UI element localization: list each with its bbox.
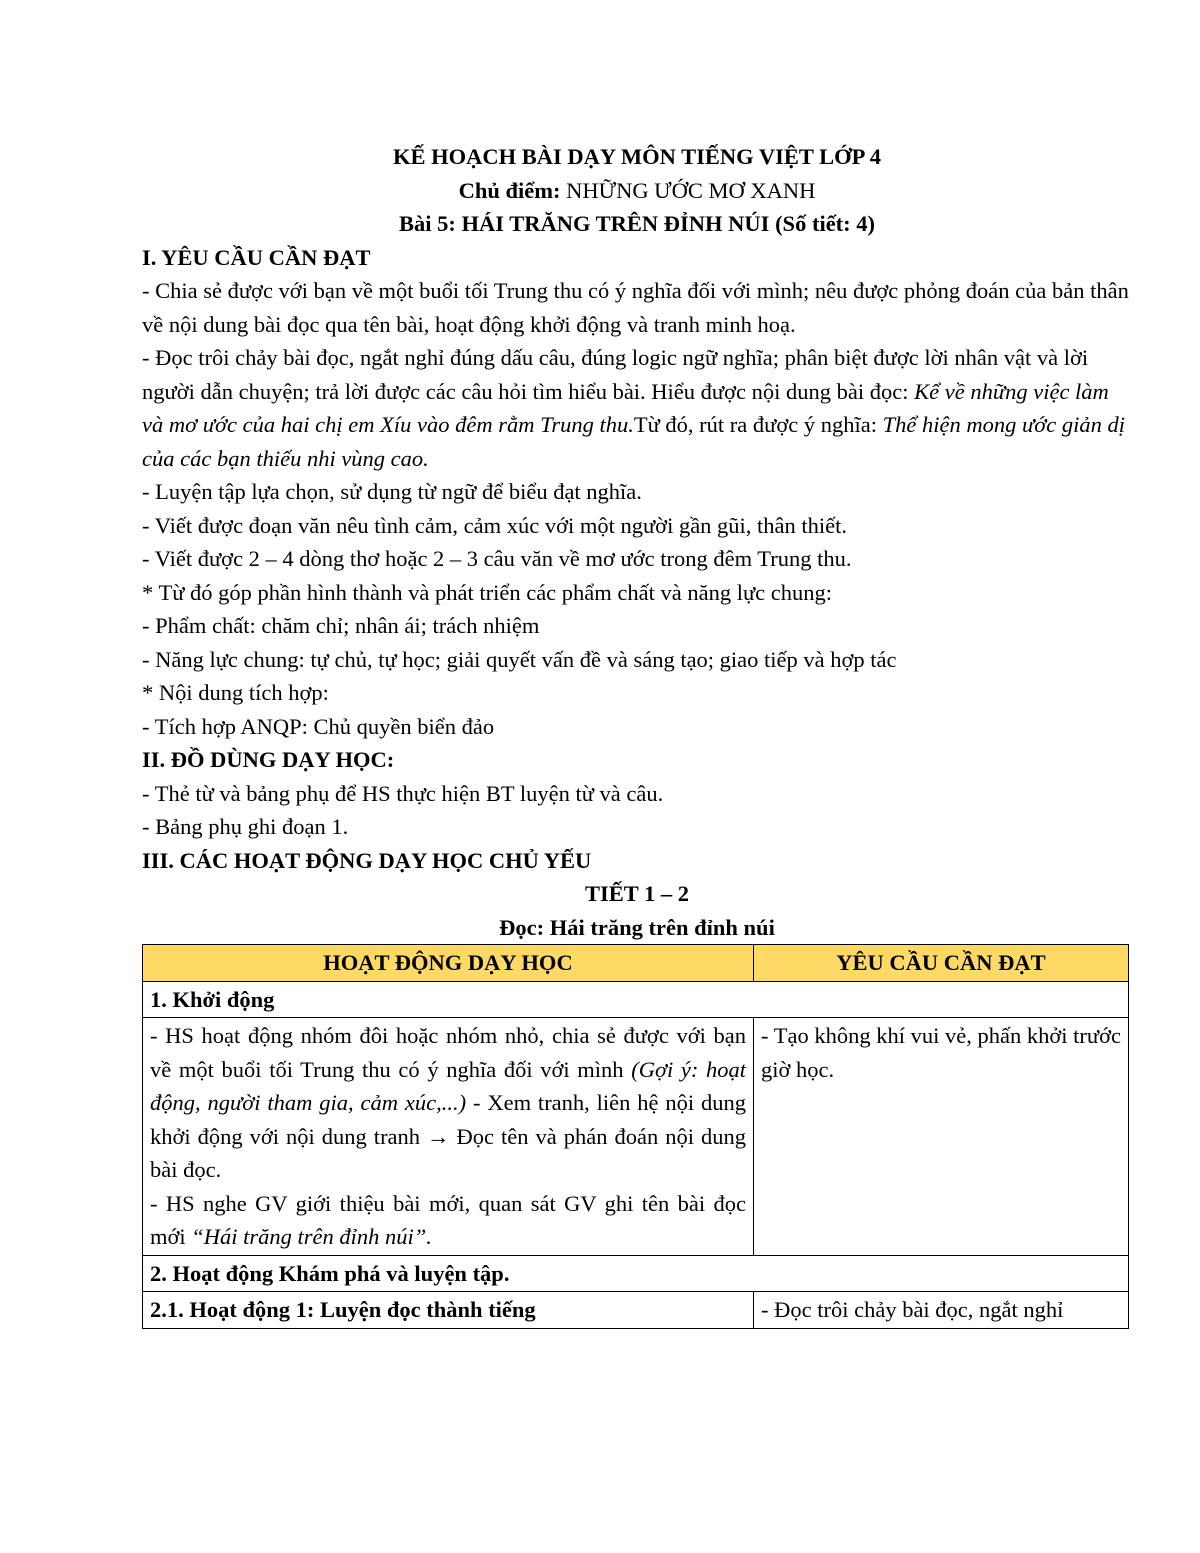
theme-name: NHỮNG ƯỚC MƠ XANH <box>566 177 816 203</box>
table-row <box>143 1018 1129 1256</box>
lesson-title: Bài 5: HÁI TRĂNG TRÊN ĐỈNH NÚI (Số tiết: 4) <box>398 211 876 236</box>
objective-paragraph: - Tích hợp ANQP: Chủ quyền biển đảo <box>142 713 495 739</box>
theme-label: Chủ điểm: <box>458 177 561 203</box>
activity-italic: “Hái trăng trên đỉnh núi”. <box>191 1224 432 1249</box>
activity-item <box>150 1187 746 1254</box>
activity-text: - HS hoạt động nhóm đôi hoặc nhóm nhỏ, chia sẻ được với bạn về một buổi tối Trung thu có ý nghĩa đối với mình <box>150 1023 746 1082</box>
table-cell-requirement: - Tạo không khí vui vẻ, phấn khởi trước giờ học. <box>754 1018 1129 1256</box>
objective-paragraph: - Năng lực chung: tự chủ, tự học; giải quyết vấn đề và sáng tạo; giao tiếp và hợp tác <box>142 646 897 672</box>
activity-table <box>142 944 1129 1329</box>
activity-italic: (Gợi ý: hoạt động, người tham gia, cảm xúc,...) <box>150 1056 746 1115</box>
table-row <box>143 981 1129 1018</box>
objective-paragraph <box>142 341 1132 475</box>
objective-paragraph: - Luyện tập lựa chọn, sử dụng từ ngữ để biểu đạt nghĩa. <box>142 479 642 504</box>
reading-title: Đọc: Hái trăng trên đỉnh núi <box>499 914 775 940</box>
table-header-row <box>143 945 1129 982</box>
activity-text: - HS nghe GV giới thiệu bài mới, quan sát GV ghi tên bài đọc mới <box>150 1190 746 1249</box>
objective-paragraph: - Chia sẻ được với bạn về một buổi tối Trung thu có ý nghĩa đối với mình; nêu được phỏng đoán của bản thân về nội dung bài đọc qua tên bài, hoạt động khởi động và tranh minh hoạ. <box>142 278 1129 337</box>
objective-text: Từ đó, rút ra được ý nghĩa: <box>633 412 883 437</box>
section-3-heading: III. CÁC HOẠT ĐỘNG DẠY HỌC CHỦ YẾU <box>142 847 592 873</box>
document-page <box>142 140 1132 1329</box>
table-header-activity: HOẠT ĐỘNG DẠY HỌC <box>143 945 754 982</box>
activity-text: - Xem tranh, liên hệ nội dung khởi động với nội dung tranh → Đọc tên và phán đoán nội dung bài đọc. <box>150 1090 747 1182</box>
document-title: KẾ HOẠCH BÀI DẠY MÔN TIẾNG VIỆT LỚP 4 <box>392 144 881 169</box>
objective-text: - Đọc trôi chảy bài đọc, ngắt nghỉ đúng dấu câu, đúng logic ngữ nghĩa; phân biệt được lời nhân vật và lời người dẫn chuyện; trả lời được các câu hỏi tìm hiểu bài. Hiểu được nội dung bài đọc: <box>142 345 1089 404</box>
period-title: TIẾT 1 – 2 <box>585 881 689 906</box>
table-row <box>143 1292 1129 1329</box>
table-section-heading: 2. Hoạt động Khám phá và luyện tập. <box>143 1255 1129 1292</box>
table-cell-activity: 2.1. Hoạt động 1: Luyện đọc thành tiếng <box>143 1292 754 1329</box>
materials-item: - Thẻ từ và bảng phụ để HS thực hiện BT luyện từ và câu. <box>142 780 664 806</box>
objective-italic: Kể về những việc làm và mơ ước của hai chị em Xíu vào đêm rằm Trung thu. <box>142 378 1109 437</box>
objective-paragraph: - Phẩm chất: chăm chỉ; nhân ái; trách nhiệm <box>142 613 540 638</box>
table-cell-activity <box>143 1018 754 1256</box>
objective-paragraph: * Từ đó góp phần hình thành và phát triển các phẩm chất và năng lực chung: <box>142 579 833 605</box>
table-section-heading: 1. Khởi động <box>143 981 1129 1018</box>
materials-item: - Bảng phụ ghi đoạn 1. <box>142 814 349 839</box>
objective-italic: Thể hiện mong ước giản dị của các bạn thiếu nhi vùng cao. <box>142 412 1125 471</box>
objective-paragraph: * Nội dung tích hợp: <box>142 680 329 705</box>
section-2-heading: II. ĐỒ DÙNG DẠY HỌC: <box>142 747 395 772</box>
table-row <box>143 1255 1129 1292</box>
table-header-requirement: YÊU CẦU CẦN ĐẠT <box>754 945 1129 982</box>
activity-item <box>150 1019 746 1187</box>
section-1-heading: I. YÊU CẦU CẦN ĐẠT <box>142 244 371 270</box>
objective-paragraph: - Viết được 2 – 4 dòng thơ hoặc 2 – 3 câu văn về mơ ước trong đêm Trung thu. <box>142 546 852 571</box>
table-cell-requirement: - Đọc trôi chảy bài đọc, ngắt nghỉ <box>754 1292 1129 1329</box>
objective-paragraph: - Viết được đoạn văn nêu tình cảm, cảm xúc với một người gần gũi, thân thiết. <box>142 512 848 538</box>
theme-line <box>142 174 1132 208</box>
